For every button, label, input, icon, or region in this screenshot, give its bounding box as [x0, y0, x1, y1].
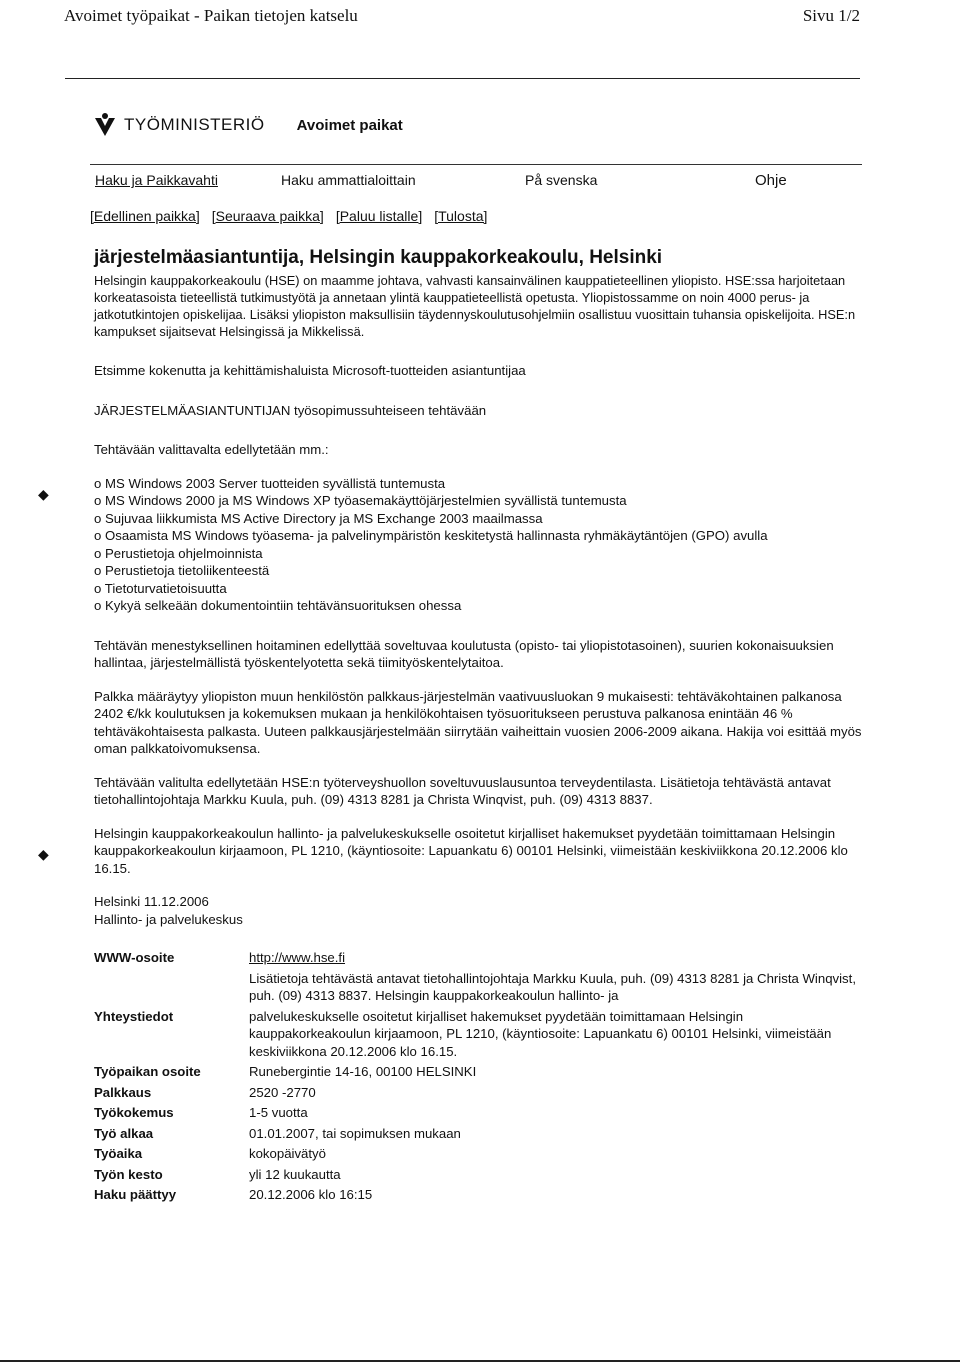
website-link[interactable]: http://www.hse.fi	[249, 950, 346, 965]
table-row	[94, 1103, 864, 1124]
fact-value: Lisätietoja tehtävästä antavat tietohallintojohtaja Markku Kuula, puh. (09) 4313 8281 ja Christa Winqvist, puh. (09) 4313 8837. Helsingin kauppakorkeakoulun hallinto- ja	[249, 970, 856, 1003]
fact-value: yli 12 kuukautta	[249, 1166, 341, 1182]
contact-paragraph: Tehtävään valitulta edellytetään HSE:n työterveyshuollon soveltuvuuslausuntoa terveydentilasta. Lisätietoja tehtävästä antavat tietohallintojohtaja Markku Kuula, puh. (09) 4313 8281 ja Christa Winqvist, puh. (09) 4313 8837.	[94, 774, 831, 807]
fact-value: 1-5 vuotta	[249, 1105, 308, 1120]
table-row	[94, 969, 864, 1007]
prev-job-link[interactable]: [Edellinen paikka]	[90, 208, 200, 224]
list-item: o Sujuvaa liikkumista MS Active Directory ja MS Exchange 2003 maailmassa	[94, 510, 543, 526]
footer-divider	[0, 1360, 960, 1362]
table-row	[94, 948, 864, 969]
list-item: o MS Windows 2003 Server tuotteiden syvällistä tuntemusta	[94, 475, 446, 491]
ministry-logo-icon	[92, 112, 118, 138]
requirements-heading: Tehtävään valittavalta edellytetään mm.:	[94, 442, 329, 457]
table-row	[94, 1124, 864, 1145]
application-paragraph: Helsingin kauppakorkeakoulun hallinto- ja palvelukeskukselle osoitetut kirjalliset hakemukset pyydetään toimittamaan Helsingin kauppakorkeakoulun kirjaamoon, PL 1210, (käyntiosoite: Lapuankatu 6) 00101 Helsinki, viimeistään keskiviikkona 20.12.2006 klo 16.15.	[94, 825, 848, 876]
fact-value: Runebergintie 14-16, 00100 HELSINKI	[249, 1064, 477, 1079]
job-details	[94, 246, 864, 1206]
fact-label: Yhteystiedot	[94, 1008, 174, 1024]
fact-label: Työ alkaa	[94, 1125, 154, 1141]
employer-intro: Helsingin kauppakorkeakoulu (HSE) on maamme johtava, vahvasti kansainvälinen kauppatieteellinen yliopisto. HSE:ssa harjoitetaan korkeatasoista tieteellistä tutkimustyötä ja annetaan ylintä kauppatieteellistä opetusta. Yliopistossamme on noin 4000 perus- ja jatkotutkintojen opiskelijaa. Lisäksi yliopiston maksullisiin täydennyskoulutusohjelmiin osallistuu vuosittain tuhansia opiskelijoita. HSE:n kampukset sijaitsevat Helsingissä ja Mikkelissä.	[94, 273, 856, 339]
ministry-name: TYÖMINISTERIÖ	[124, 115, 265, 134]
nav-by-field-link[interactable]: Haku ammattialoittain	[281, 172, 416, 188]
list-item: o Osaamista MS Windows työasema- ja palvelinympäristön keskitetystä hallinnasta ryhmäkäytäntöjen (GPO) avulla	[94, 528, 768, 543]
table-row	[94, 1007, 864, 1063]
fact-value: kokopäivätyö	[249, 1146, 326, 1161]
nav-divider	[90, 164, 862, 165]
fact-label: Työpaikan osoite	[94, 1064, 201, 1079]
table-row	[94, 1144, 864, 1165]
header-divider	[65, 78, 860, 79]
signer: Hallinto- ja palvelukeskus	[94, 911, 243, 927]
job-title: järjestelmäasiantuntija, Helsingin kauppakorkeakoulu, Helsinki	[94, 247, 663, 268]
job-facts-table	[94, 948, 864, 1206]
list-item: o MS Windows 2000 ja MS Windows XP työasemakäyttöjärjestelmien syvällistä tuntemusta	[94, 493, 627, 508]
table-row	[94, 1083, 864, 1104]
salary-paragraph: Palkka määräytyy yliopiston muun henkilöstön palkkaus-järjestelmän vaativuusluokan 9 mukaisesti: tehtäväkohtainen palkanosa 2402 €/kk koulutuksen ja kokemuksen mukaan ja henkilökohtaisen työsuoritukseen perustuva palkanosa enintään 46 % tehtäväkohtaisesta palkasta. Uuteen palkkausjärjestelmään siirrytään vaiheittain vuosien 2006-2009 aikana. Hakija voi esittää myös oman palkkatoivomuksensa.	[94, 688, 862, 756]
fact-label	[94, 969, 249, 1007]
site-logo[interactable]	[92, 112, 403, 138]
fact-label: Palkkaus	[94, 1084, 152, 1100]
place-date: Helsinki 11.12.2006	[94, 894, 209, 909]
back-to-list-link[interactable]: [Paluu listalle]	[335, 208, 423, 224]
margin-mark: ◆	[38, 846, 49, 862]
fact-value: palvelukeskukselle osoitetut kirjalliset hakemukset pyydetään toimittamaan Helsingin kauppakorkeakoulun kirjaamoon, PL 1210, (käyntiosoite: Lapuankatu 6) 00101 Helsinki, viimeistään keskiviikkona 20.12.2006 klo 16.15.	[249, 1008, 832, 1059]
page-number: Sivu 1/2	[802, 6, 860, 25]
nav-help-link[interactable]: Ohje	[755, 172, 787, 189]
list-item: o Perustietoja ohjelmoinnista	[94, 545, 263, 561]
qualifications-paragraph: Tehtävän menestyksellinen hoitaminen edellyttää soveltuvaa koulutusta (opisto- tai yliopistotasoinen), suurien kokonaisuuksien hallintaa, järjestelmällistä työskentelyotetta sekä tiimityöskentelytaitoa.	[94, 637, 834, 670]
fact-label: Työn kesto	[94, 1166, 163, 1182]
nav-swedish-link[interactable]: På svenska	[525, 172, 598, 188]
margin-mark: ◆	[38, 486, 49, 502]
list-item: o Tietoturvatietoisuutta	[94, 580, 227, 596]
job-lead: Etsimme kokenutta ja kehittämishaluista Microsoft-tuotteiden asiantuntijaa	[94, 363, 526, 378]
print-link[interactable]: [Tulosta]	[434, 208, 488, 224]
list-item: o Kykyä selkeään dokumentointiin tehtävänsuorituksen ohessa	[94, 598, 462, 613]
list-item: o Perustietoja tietoliikenteestä	[94, 563, 270, 578]
fact-value: 01.01.2007, tai sopimuksen mukaan	[249, 1125, 461, 1141]
fact-label: WWW-osoite	[94, 950, 175, 965]
table-row	[94, 1062, 864, 1083]
fact-value: 20.12.2006 klo 16:15	[249, 1187, 373, 1202]
document-header-title: Avoimet työpaikat - Paikan tietojen katselu	[64, 6, 358, 25]
fact-label: Haku päättyy	[94, 1187, 177, 1202]
section-title: Avoimet paikat	[296, 116, 403, 134]
job-position: JÄRJESTELMÄASIANTUNTIJAN työsopimussuhteiseen tehtävään	[94, 402, 487, 418]
job-navigation	[90, 208, 487, 224]
requirements-list	[94, 475, 864, 615]
next-job-link[interactable]: [Seuraava paikka]	[211, 208, 324, 224]
fact-label: Työaika	[94, 1146, 143, 1161]
nav-search-link[interactable]: Haku ja Paikkavahti	[95, 172, 218, 188]
table-row	[94, 1185, 864, 1206]
table-row	[94, 1165, 864, 1186]
fact-label: Työkokemus	[94, 1105, 174, 1120]
fact-value: 2520 -2770	[249, 1084, 316, 1100]
